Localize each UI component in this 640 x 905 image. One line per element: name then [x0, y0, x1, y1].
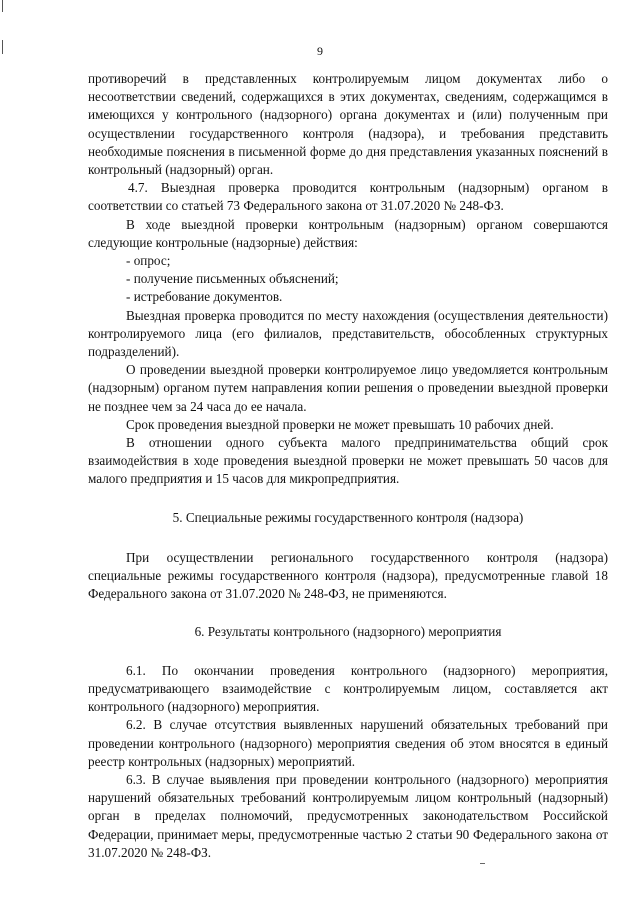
section-5-heading: 5. Специальные режимы государственного контроля (надзора): [172, 509, 524, 525]
paragraph-6-3: 6.3. В случае выявления при проведении контрольного (надзорного) мероприятия нарушений обязательных требований контролируемым лицом контрольный (надзорный) орган в пределах полномочий, предусмотренных законодательством Российской Федерации, принимает меры, предусмотренные частью 2 статьи 90 Федерального закона от 31.07.2020 № 248-ФЗ.: [88, 771, 608, 860]
list-item: - опрос;: [126, 253, 171, 269]
paragraph-special-regimes: При осуществлении регионального государственного контроля (надзора) специальные режимы государственного контроля (надзора), предусмотренные главой 18 Федерального закона от 31.07.2020 № 248-ФЗ, не применяются.: [88, 549, 608, 602]
list-item: - получение письменных объяснений;: [126, 271, 339, 287]
document-body: [88, 70, 608, 862]
scan-dot-mark: [480, 863, 485, 864]
scan-edge-mark: [2, 0, 3, 12]
paragraph-6-2: 6.2. В случае отсутствия выявленных нарушений обязательных требований при проведении контрольного (надзорного) мероприятия сведения об этом вносятся в единый реестр контрольных (надзорных) мероприятий.: [88, 717, 608, 769]
paragraph-location: Выездная проверка проводится по месту нахождения (осуществления деятельности) контролируемого лица (его филиалов, представительств, обособленных структурных подразделений).: [88, 307, 608, 360]
paragraph-notification: О проведении выездной проверки контролируемое лицо уведомляется контрольным (надзорным) органом путем направления копии решения о проведении выездной проверки не позднее чем за 24 часа до ее начала.: [88, 362, 608, 414]
section-6-heading: 6. Результаты контрольного (надзорного) мероприятия: [194, 624, 502, 640]
page-number: 9: [317, 44, 323, 58]
paragraph-4-7: 4.7. Выездная проверка проводится контрольным (надзорным) органом в соответствии со статьей 73 Федерального закона от 31.07.2020 № 248-ФЗ.: [88, 180, 608, 214]
paragraph-6-1: 6.1. По окончании проведения контрольного (надзорного) мероприятия, предусматривающего взаимодействие с контролируемым лицом, составляется акт контрольного (надзорного) мероприятия.: [88, 662, 608, 715]
paragraph-duration: Срок проведения выездной проверки не может превышать 10 рабочих дней.: [126, 416, 554, 432]
paragraph-actions-intro: В ходе выездной проверки контрольным (надзорным) органом совершаются следующие контрольные (надзорные) действия:: [88, 216, 608, 250]
list-item: - истребование документов.: [126, 289, 283, 305]
paragraph-small-business: В отношении одного субъекта малого предпринимательства общий срок взаимодействия в ходе проведения выездной проверки не может превышать 50 часов для малого предприятия и 15 часов для микропредприятия.: [88, 435, 608, 487]
paragraph-continuation: противоречий в представленных контролируемым лицом документах либо о несоответствии сведений, содержащихся в этих документах, сведениям, содержащимся в имеющихся у контрольного (надзорного) органа документах и (или) полученным при осуществлении государственного контроля (надзора), и требования представить необходимые пояснения в письменной форме до дня представления указанных пояснений в контрольный (надзорный) орган.: [88, 71, 608, 178]
